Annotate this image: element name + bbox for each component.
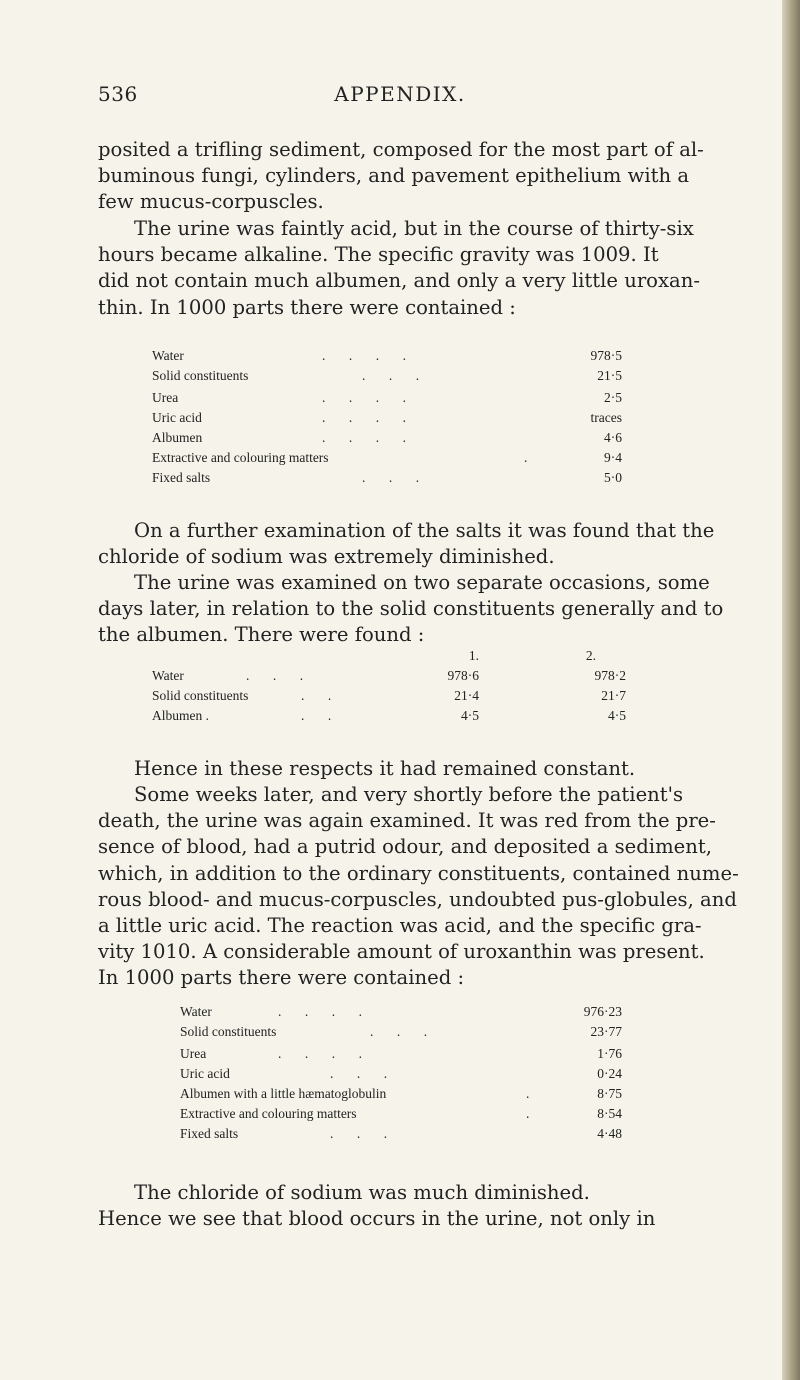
page-header — [0, 82, 800, 118]
row-value: 1·76 — [597, 1046, 622, 1061]
text-line: the albumen. There were found : — [98, 623, 425, 647]
text-line: Some weeks later, and very shortly before the patient's — [134, 783, 684, 806]
row-value: 9·4 — [604, 450, 622, 465]
column-header: 2. — [585, 648, 596, 663]
row-value-1: 4·5 — [461, 708, 479, 723]
composition-table-3 — [180, 1004, 650, 1164]
leader-dots: . . — [301, 688, 334, 703]
text-line: vity 1010. A considerable amount of uroxanthin was present. — [98, 940, 705, 964]
row-value: 8·75 — [597, 1086, 622, 1101]
leader-dots: . . . . — [278, 1004, 364, 1019]
paragraph-5 — [98, 756, 740, 782]
leader-dots: . . . — [362, 470, 422, 485]
leader-dots: . . . . — [278, 1046, 364, 1061]
table-header-row — [152, 648, 626, 668]
leader-dots: . . . . — [322, 430, 408, 445]
row-label: Extractive and colouring matters — [180, 1106, 357, 1121]
text-line: thin. In 1000 parts there were contained : — [98, 295, 516, 319]
row-value: 4·48 — [597, 1126, 622, 1141]
row-value: 2·5 — [604, 390, 622, 405]
row-value: 23·77 — [590, 1024, 622, 1039]
text-line: chloride of sodium was extremely diminished. — [98, 545, 555, 569]
composition-table-2 — [152, 648, 626, 728]
row-value: 978·5 — [590, 348, 622, 363]
text-line: which, in addition to the ordinary constituents, contained nume- — [98, 861, 739, 885]
row-label: Uric acid — [180, 1066, 230, 1081]
row-value: 976·23 — [583, 1004, 622, 1019]
row-label: Albumen with a little hæmatoglobulin — [180, 1086, 387, 1101]
text-line: hours became alkaline. The specific gravity was 1009. It — [98, 243, 659, 267]
table-row — [152, 470, 622, 490]
leader-dots: . . . — [362, 368, 422, 383]
running-head: APPENDIX. — [334, 82, 466, 106]
row-label: Albumen . — [152, 708, 209, 723]
table-row — [152, 450, 622, 470]
text-line: death, the urine was again examined. It was red from the pre- — [98, 809, 716, 833]
row-label: Solid constituents — [180, 1024, 277, 1039]
row-value: 5·0 — [604, 470, 622, 485]
text-line: The urine was examined on two separate occasions, some — [134, 571, 710, 594]
paragraph-3 — [98, 518, 740, 570]
table-row — [152, 430, 622, 450]
leader-dots: . — [526, 1106, 532, 1121]
row-label: Urea — [152, 390, 179, 405]
page-edge-shadow — [782, 0, 800, 1380]
row-value-2: 21·7 — [601, 688, 626, 703]
text-line: days later, in relation to the solid constituents generally and to — [98, 597, 724, 621]
table-row — [180, 1106, 650, 1126]
leader-dots: . . . — [370, 1024, 430, 1039]
leader-dots: . — [524, 450, 530, 465]
text-line: sence of blood, had a putrid odour, and deposited a sediment, — [98, 835, 712, 859]
leader-dots: . . . . — [322, 410, 408, 425]
text-line: did not contain much albumen, and only a very little uroxan- — [98, 269, 700, 293]
table-row — [152, 368, 622, 388]
table-row — [180, 1046, 650, 1066]
leader-dots: . . . — [330, 1066, 390, 1081]
text-line: The urine was faintly acid, but in the course of thirty-six — [134, 217, 694, 240]
leader-dots: . . — [301, 708, 334, 723]
row-label: Water — [180, 1004, 212, 1019]
leader-dots: . . . — [330, 1126, 390, 1141]
paragraph-6 — [98, 782, 740, 992]
text-line: a little uric acid. The reaction was acid, and the specific gra- — [98, 914, 702, 938]
table-row — [152, 708, 626, 728]
row-value: traces — [590, 410, 622, 425]
table-row — [152, 668, 626, 688]
text-line: The chloride of sodium was much diminished. — [134, 1181, 590, 1204]
row-label: Water — [152, 668, 184, 683]
table-row — [180, 1086, 650, 1106]
text-line: Hence we see that blood occurs in the urine, not only in — [98, 1207, 656, 1231]
column-header: 1. — [468, 648, 479, 663]
text-line: On a further examination of the salts it was found that the — [134, 519, 715, 542]
text-line: buminous fungi, cylinders, and pavement epithelium with a — [98, 164, 690, 188]
text-line: posited a trifling sediment, composed for the most part of al- — [98, 138, 704, 161]
row-label: Solid constituents — [152, 688, 249, 703]
table-row — [180, 1126, 650, 1146]
leader-dots: . . . — [246, 668, 306, 683]
table-row — [152, 688, 626, 708]
row-value-1: 978·6 — [447, 668, 479, 683]
row-value: 0·24 — [597, 1066, 622, 1081]
text-line: In 1000 parts there were contained : — [98, 966, 465, 990]
row-label: Solid constituents — [152, 368, 249, 383]
table-row — [180, 1024, 650, 1044]
row-value-2: 978·2 — [594, 668, 626, 683]
leader-dots: . — [526, 1086, 532, 1101]
paragraph-7 — [98, 1180, 740, 1232]
leader-dots: . . . . — [322, 348, 408, 363]
paragraph-1 — [98, 137, 740, 216]
row-label: Fixed salts — [180, 1126, 239, 1141]
table-row — [152, 348, 622, 368]
page-number: 536 — [98, 82, 138, 106]
table-row — [152, 390, 622, 410]
paragraph-4 — [98, 570, 740, 649]
composition-table-1 — [152, 348, 622, 508]
table-row — [180, 1004, 650, 1024]
text-line: rous blood- and mucus-corpuscles, undoubted pus-globules, and — [98, 887, 737, 911]
text-line: Hence in these respects it had remained constant. — [134, 757, 636, 780]
row-value-1: 21·4 — [454, 688, 479, 703]
row-value: 8·54 — [597, 1106, 622, 1121]
row-value: 4·6 — [604, 430, 622, 445]
table-row — [152, 410, 622, 430]
leader-dots: . . . . — [322, 390, 408, 405]
row-label: Water — [152, 348, 184, 363]
row-label: Urea — [180, 1046, 207, 1061]
row-value-2: 4·5 — [608, 708, 626, 723]
row-label: Uric acid — [152, 410, 202, 425]
row-label: Extractive and colouring matters — [152, 450, 329, 465]
row-label: Fixed salts — [152, 470, 211, 485]
text-line: few mucus-corpuscles. — [98, 190, 324, 214]
table-row — [180, 1066, 650, 1086]
row-label: Albumen — [152, 430, 203, 445]
paragraph-2 — [98, 216, 740, 321]
row-value: 21·5 — [597, 368, 622, 383]
